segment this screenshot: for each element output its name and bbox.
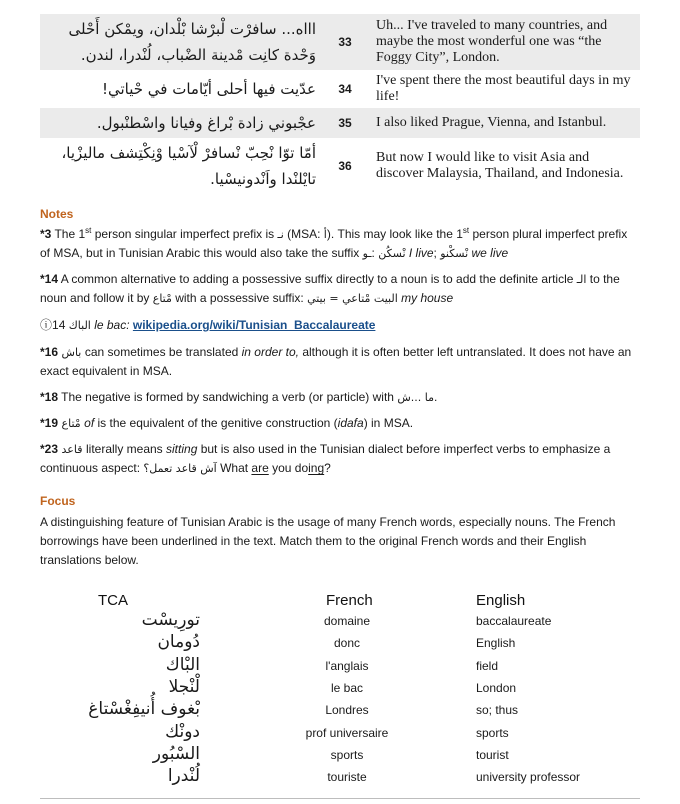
notes-heading: Notes — [40, 207, 74, 221]
note-18: *18 The negative is formed by sandwiching a verb (or particle) with ما ...ش. — [40, 390, 438, 404]
note-14-link: ⓘ14 الباك le bac: wikipedia.org/wiki/Tunisian_Baccalaureate — [40, 318, 376, 332]
info-icon: ⓘ — [40, 318, 53, 332]
bottom-rule — [40, 798, 640, 799]
tca-word: البْاك — [165, 654, 200, 675]
french-header: French — [326, 592, 373, 609]
arabic-line: أمّا توّا نْحِبّ نْسافرْ لْآسْيا وْنِكْتِشف ماليزْيا، تايْلنْدا واَنْدونيسْيا. — [61, 144, 316, 188]
french-word: donc — [333, 636, 361, 651]
english-word: tourist — [476, 747, 509, 762]
english-line: Uh... I've traveled to many countries, and maybe the most wonderful one was “the Foggy City”, London. — [376, 18, 608, 65]
french-word: touriste — [327, 770, 367, 785]
english-line: I also liked Prague, Vienna, and Istanbul. — [376, 115, 607, 130]
english-line: I've spent there the most beautiful days in my life! — [376, 73, 631, 104]
passage-row — [40, 14, 640, 70]
tca-word: دونْك — [165, 721, 200, 742]
french-word: le bac — [330, 680, 364, 695]
french-word: domaine — [323, 614, 371, 628]
wikipedia-link[interactable]: wikipedia.org/wiki/Tunisian_Baccalaureate — [132, 318, 376, 332]
tca-word: لْنْجلا — [168, 676, 200, 697]
tca-word: دُومان — [157, 632, 200, 653]
english-header: English — [476, 592, 526, 609]
english-word: university professor — [476, 770, 581, 785]
tca-word: تورِيسْت — [141, 610, 200, 630]
arabic-line: اااه... سافرْت لْبرْشا بْلْدان، ويمْكن أَحْلى وَحْدة كانِت مْدينة الضْباب، لُنْدرا، لندن. — [68, 20, 316, 64]
english-line: But now I would like to visit Asia and discover Malaysia, Thailand, and Indonesia. — [376, 150, 624, 181]
french-word: sports — [330, 747, 364, 762]
english-word: London — [476, 680, 517, 695]
tca-word: لُنْدرا — [167, 766, 200, 787]
english-word: so; thus — [476, 703, 519, 718]
tca-word: السْبُور — [152, 743, 200, 764]
note-23: *23 قاعد literally means sitting but is also used in the Tunisian dialect before imperfect verbs to emphasize a continuous aspect: آش قاعد تعمل؟ What are you doing? — [40, 442, 611, 475]
note-3: *3 The 1st person singular imperfect prefix is نـ (MSA: أ). This may look like the 1st person plural imperfect prefix of MSA, but in Tunisian Arabic this would also take the suffix ـو: نْسكُن I live; نْسكْنو we live — [40, 226, 628, 260]
note-19: *19 مْتاع of is the equivalent of the genitive construction (idafa) in MSA. — [40, 416, 414, 430]
french-word: Londres — [325, 703, 369, 718]
tca-word: بْغوف أُنيفِغْسْتاغ — [88, 699, 200, 720]
line-number: 36 — [338, 159, 352, 173]
french-word: l'anglais — [325, 658, 369, 673]
tca-header: TCA — [98, 592, 128, 609]
line-number: 33 — [338, 35, 352, 49]
english-word: baccalaureate — [476, 614, 552, 628]
line-number: 34 — [338, 82, 352, 96]
french-word: prof universaire — [305, 725, 389, 740]
english-word: field — [476, 658, 499, 673]
note-14: *14 A common alternative to adding a possessive suffix directly to a noun is to add the definite article الـ to the noun and follow it by مْتاع with a possessive suffix: البيت مْتاعي = بيتي my house — [40, 272, 620, 305]
english-word: English — [476, 636, 516, 651]
note-16: *16 باش can sometimes be translated in order to, although it is often better left untranslated. It does not have an exact equivalent in MSA. — [40, 345, 632, 378]
passage-row — [40, 70, 640, 108]
passage-table — [40, 14, 640, 194]
focus-text: A distinguishing feature of Tunisian Arabic is the usage of many French words, especially nouns. The French borrowings have been underlined in the text. Match them to the original French words and their English translations below. — [40, 515, 616, 567]
line-number: 35 — [338, 116, 352, 130]
english-word: sports — [476, 725, 509, 740]
passage-row — [40, 138, 640, 194]
passage-row — [40, 108, 640, 138]
arabic-line: عدّيت فيها أحلى أيّامات في حْياتي! — [101, 80, 316, 98]
note-ref: *3 — [40, 227, 52, 241]
arabic-line: عجْبوني زادة بْراغ وفيانا واسْطنْبول. — [96, 114, 316, 132]
focus-heading: Focus — [40, 494, 76, 508]
